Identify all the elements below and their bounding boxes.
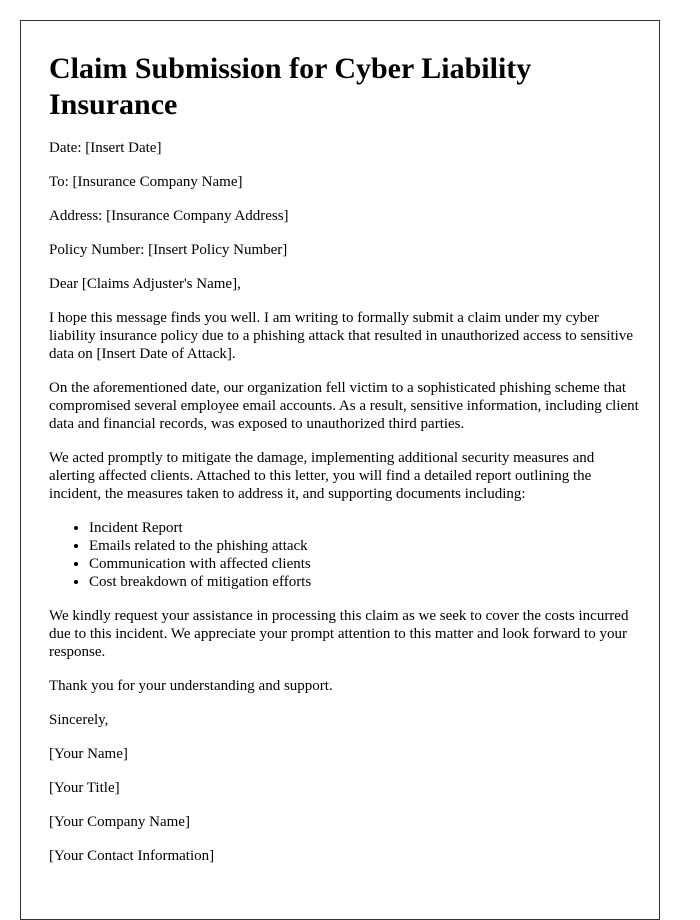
signoff: Sincerely, xyxy=(49,712,109,728)
address-line: Address: [Insurance Company Address] xyxy=(49,208,289,224)
thanks-paragraph: Thank you for your understanding and support. xyxy=(49,678,333,694)
incident-paragraph: On the aforementioned date, our organization fell victim to a sophisticated phishing scheme that compromised several employee email accounts. As a result, sensitive information, including client data and financial records, was exposed to unauthorized third parties. xyxy=(49,380,639,432)
salutation: Dear [Claims Adjuster's Name], xyxy=(49,276,241,292)
list-item: • Cost breakdown of mitigation efforts xyxy=(89,573,639,591)
letter-page xyxy=(20,20,660,920)
intro-paragraph: I hope this message finds you well. I am writing to formally submit a claim under my cyber liability insurance policy due to a phishing attack that resulted in unauthorized access to sensitive data on [Insert Date of Attack]. xyxy=(49,310,634,362)
request-paragraph: We kindly request your assistance in processing this claim as we seek to cover the costs incurred due to this incident. We appreciate your prompt attention to this matter and look forward to your response. xyxy=(49,608,629,660)
list-item: • Emails related to the phishing attack xyxy=(89,537,639,555)
letter-title: Claim Submission for Cyber Liability Insurance xyxy=(49,52,532,121)
attachments-list xyxy=(49,519,639,591)
policy-number-line: Policy Number: [Insert Policy Number] xyxy=(49,242,288,258)
list-item: • Incident Report xyxy=(89,519,639,537)
signature-company: [Your Company Name] xyxy=(49,814,190,830)
recipient-line: To: [Insurance Company Name] xyxy=(49,174,243,190)
letter-content xyxy=(49,51,639,881)
date-line: Date: [Insert Date] xyxy=(49,140,162,156)
list-item: • Communication with affected clients xyxy=(89,555,639,573)
signature-name: [Your Name] xyxy=(49,746,128,762)
mitigation-paragraph: We acted promptly to mitigate the damage, implementing additional security measures and alerting affected clients. Attached to this letter, you will find a detailed report outlining the incident, the measures taken to address it, and supporting documents including: xyxy=(49,450,595,502)
signature-contact: [Your Contact Information] xyxy=(49,848,215,864)
signature-title: [Your Title] xyxy=(49,780,120,796)
